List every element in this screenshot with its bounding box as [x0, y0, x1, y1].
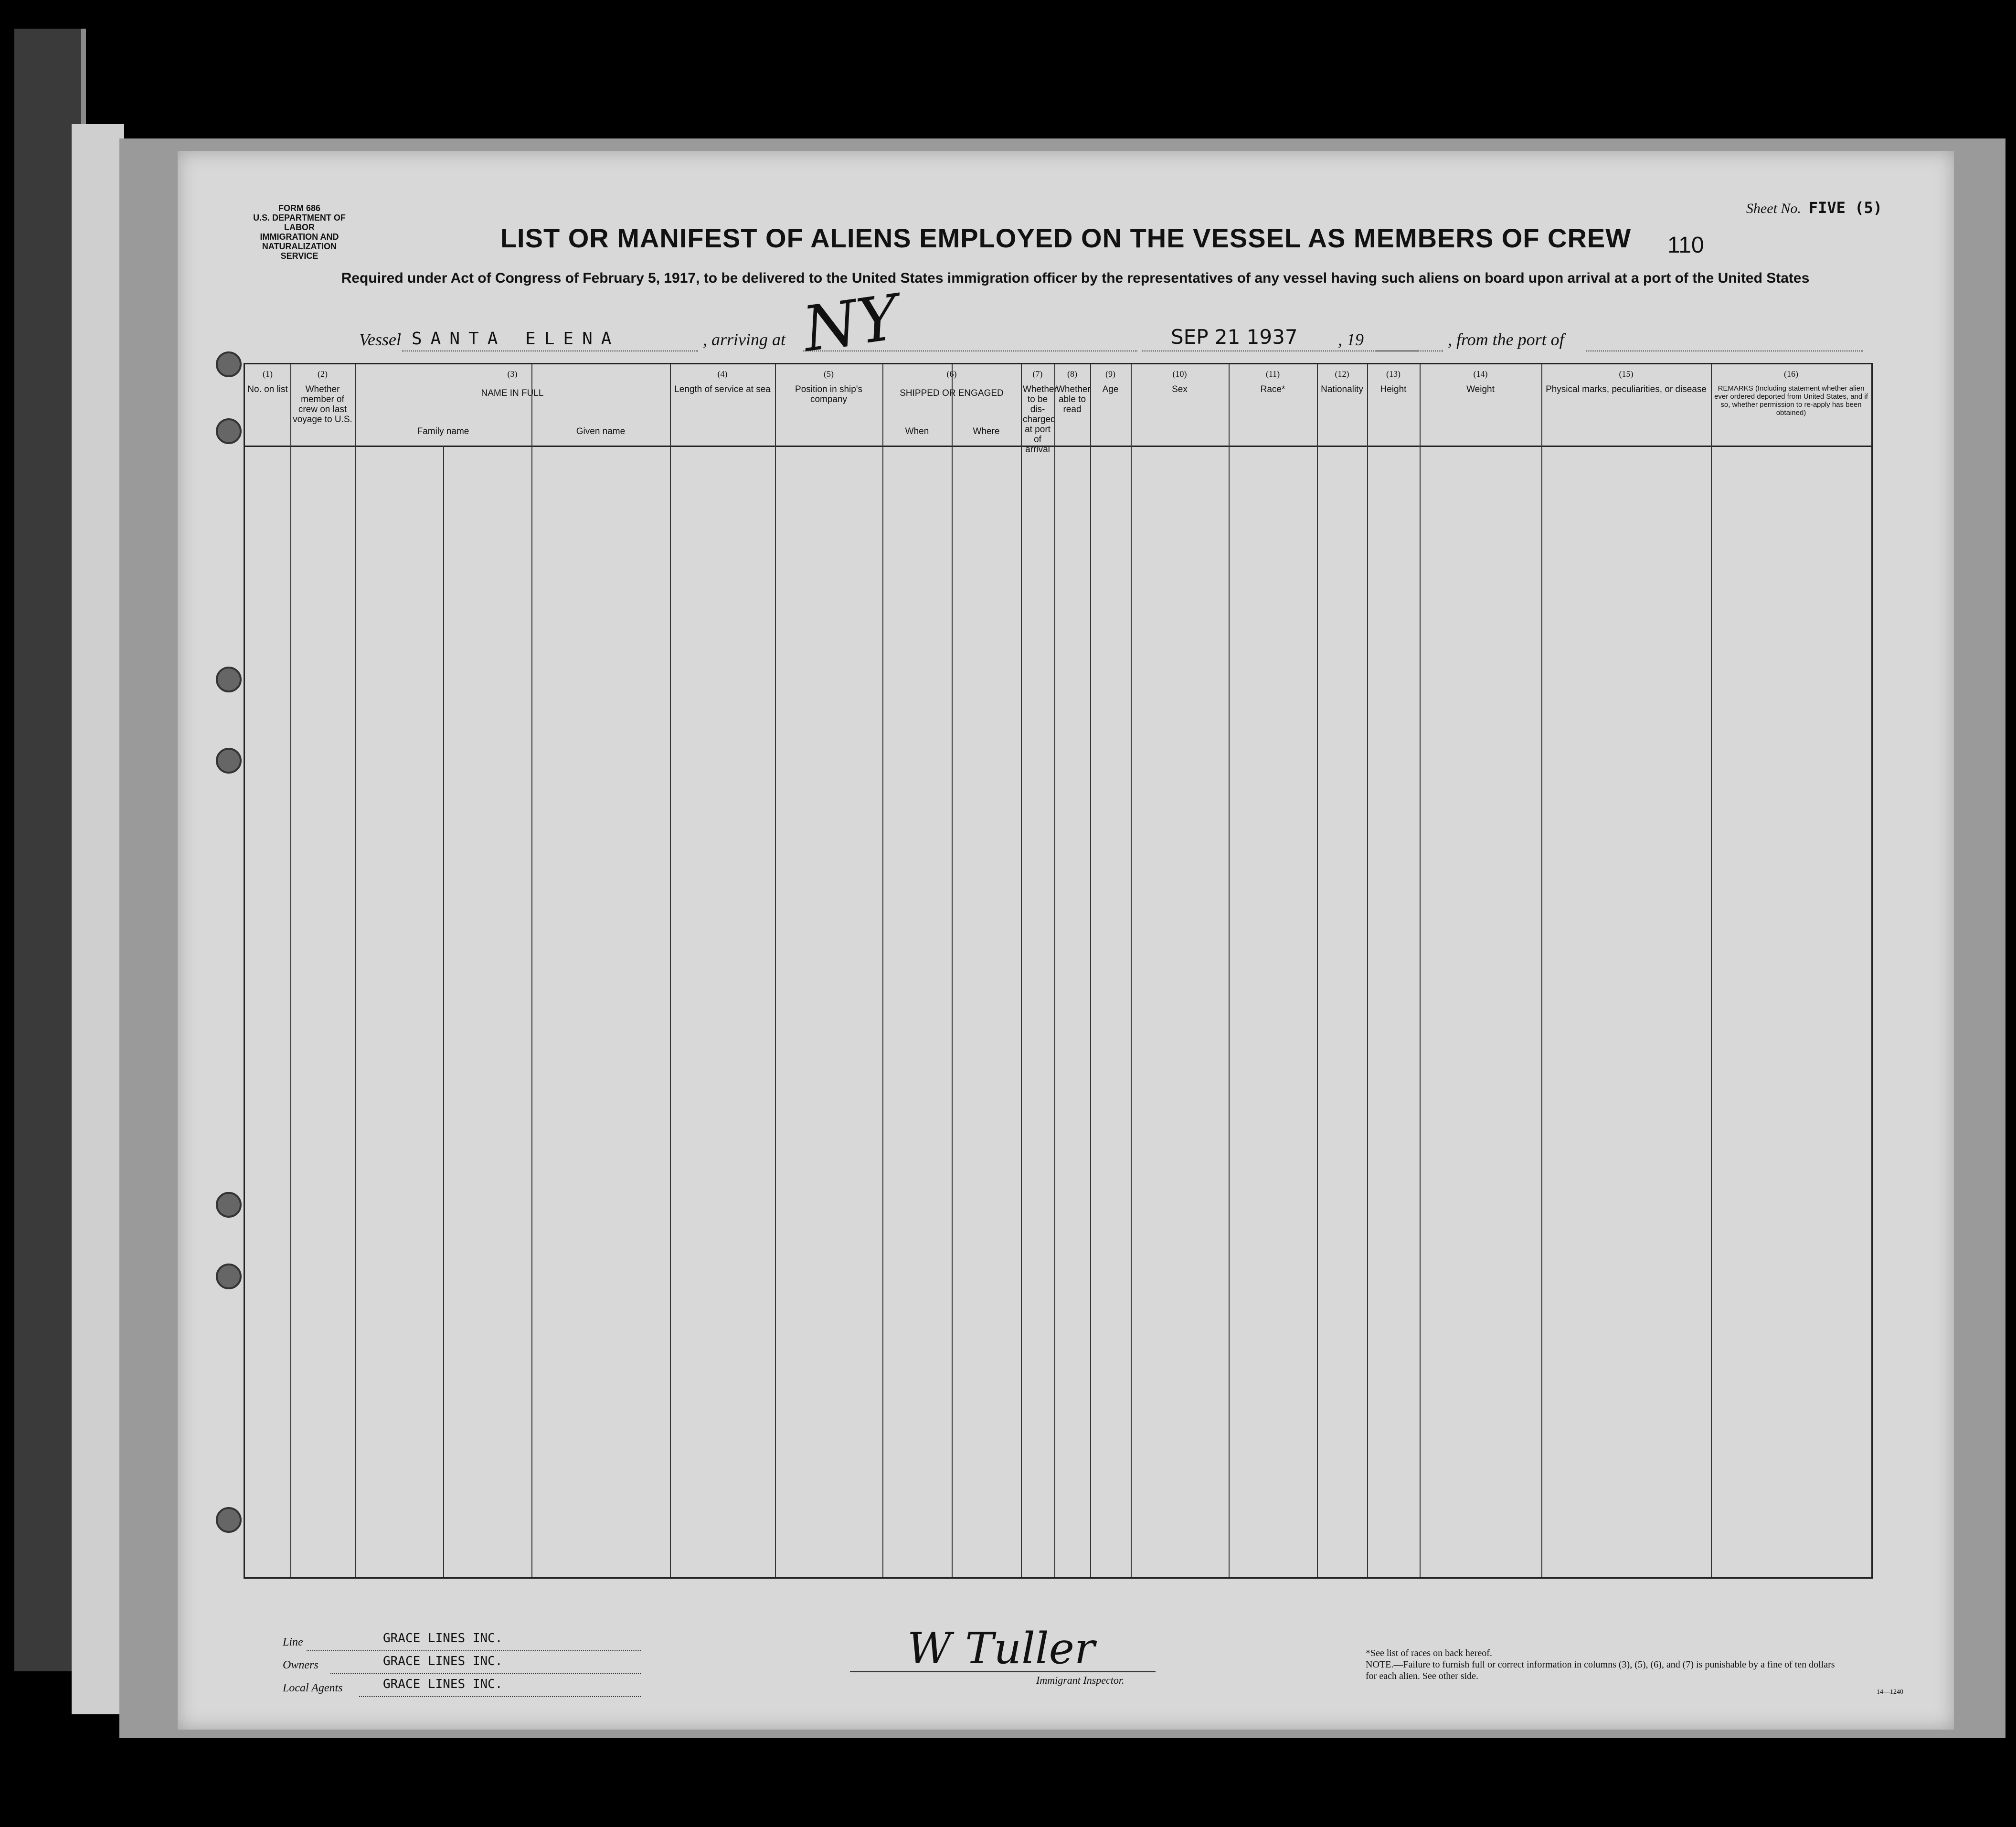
column-divider	[1021, 364, 1022, 1577]
arriving-label: , arriving at	[703, 330, 786, 349]
column-header: Length of service at sea	[674, 384, 771, 394]
column-header: Whether able to read	[1056, 384, 1091, 414]
column-number: (15)	[1619, 369, 1634, 379]
signature-line	[850, 1671, 1156, 1672]
column-number: (11)	[1265, 369, 1280, 379]
binder-hole	[216, 1192, 242, 1218]
column-header: Position in ship's company	[795, 384, 862, 404]
column-divider	[775, 364, 776, 1577]
owners-value: GRACE LINES INC.	[383, 1654, 503, 1668]
column-divider	[1131, 364, 1132, 1577]
column-number: (10)	[1172, 369, 1187, 379]
column-header: Weight	[1466, 384, 1495, 394]
column-number: (4)	[717, 369, 728, 379]
column-number: (12)	[1335, 369, 1349, 379]
binder-hole	[216, 1507, 242, 1533]
page-subtitle: Required under Act of Congress of February 5, 1917, to be delivered to the United States immigration officer by the representatives of any vessel having such aliens on board upon arrival at a port of the United States	[341, 270, 1810, 286]
column-number: (13)	[1386, 369, 1401, 379]
shipped-subdivider	[952, 364, 953, 1577]
column-divider	[1090, 364, 1091, 1577]
column-header: Sex	[1172, 384, 1188, 394]
column-subheader: Where	[973, 426, 1000, 436]
form-identifier: FORM 686 U.S. DEPARTMENT OF LABOR IMMIGRATION AND NATURALIZATION SERVICE	[253, 203, 346, 261]
column-divider	[355, 364, 356, 1577]
owners-label: Owners	[283, 1659, 318, 1671]
vessel-line	[359, 323, 1863, 351]
date-stamp: SEP 21 1937	[1171, 325, 1298, 349]
binder-hole	[216, 667, 242, 692]
column-divider	[670, 364, 671, 1577]
table-body	[245, 446, 1871, 1577]
vessel-label: Vessel	[359, 330, 401, 349]
line-value: GRACE LINES INC.	[383, 1631, 503, 1646]
form-number: 14—1240	[1877, 1689, 1903, 1696]
sheet-number-label: Sheet No.	[1746, 201, 1801, 216]
manifest-sheet	[178, 151, 1954, 1730]
column-header: Height	[1380, 384, 1407, 394]
name-subdivider	[443, 446, 444, 1577]
binder-hole	[216, 418, 242, 444]
column-header: Whether to be dis-charged at port of arrival	[1023, 384, 1057, 455]
column-divider	[1054, 364, 1055, 1577]
column-divider	[882, 364, 883, 1577]
page-number: 110	[1667, 233, 1704, 258]
arrival-port-handwriting: NY	[798, 280, 903, 366]
races-note	[1366, 1647, 1848, 1682]
column-number: (16)	[1784, 369, 1798, 379]
from-port-label: , from the port of	[1448, 330, 1564, 349]
penalty-note: NOTE.—Failure to furnish full or correct information in columns (3), (5), (6), and (7) is punishable by a fine of ten dollars for each alien. See other side.	[1366, 1659, 1835, 1681]
column-divider	[1711, 364, 1712, 1577]
agents-value: GRACE LINES INC.	[383, 1677, 503, 1691]
column-divider	[1541, 364, 1542, 1577]
column-number: (6)	[946, 369, 957, 379]
column-header: Nationality	[1321, 384, 1363, 394]
column-number: (5)	[824, 369, 834, 379]
inspector-signature: W Tuller	[907, 1624, 1095, 1674]
binder-hole	[216, 748, 242, 774]
line-label: Line	[283, 1636, 303, 1648]
sheet-number	[1746, 199, 1882, 217]
column-divider	[1229, 364, 1230, 1577]
year-label: , 19	[1338, 330, 1364, 349]
column-header: NAME IN FULL	[481, 388, 544, 398]
column-subheader: When	[905, 426, 929, 436]
binder-hole	[216, 351, 242, 377]
column-number: (9)	[1105, 369, 1115, 379]
column-divider	[1420, 364, 1421, 1577]
column-header: Race*	[1260, 384, 1285, 394]
column-divider	[1367, 364, 1368, 1577]
column-number: (3)	[507, 369, 518, 379]
sheet-number-value: FIVE (5)	[1808, 199, 1882, 217]
column-divider	[531, 364, 532, 1577]
page-title: LIST OR MANIFEST OF ALIENS EMPLOYED ON THE VESSEL AS MEMBERS OF CREW	[500, 223, 1632, 253]
column-header: Physical marks, peculiarities, or disease	[1546, 384, 1707, 394]
underlying-page-strip	[72, 124, 124, 1714]
column-subheader: Given name	[576, 426, 626, 436]
column-number: (1)	[263, 369, 273, 379]
column-header: SHIPPED OR ENGAGED	[900, 388, 1004, 398]
column-divider	[1317, 364, 1318, 1577]
column-number: (14)	[1473, 369, 1488, 379]
column-header: Age	[1102, 384, 1119, 394]
inspector-label: Immigrant Inspector.	[1036, 1674, 1125, 1686]
vessel-name: SANTA ELENA	[412, 329, 620, 349]
column-number: (2)	[318, 369, 328, 379]
races-note-line: *See list of races on back hereof.	[1366, 1648, 1492, 1658]
column-header: No. on list	[247, 384, 288, 394]
column-divider	[290, 364, 291, 1577]
agents-label: Local Agents	[283, 1682, 343, 1694]
binder-hole	[216, 1264, 242, 1289]
crew-manifest-table	[244, 363, 1873, 1579]
column-header: REMARKS (Including statement whether alien ever ordered deported from United States, and if so, whether permission to re-apply has been obtained)	[1714, 384, 1868, 417]
column-subheader: Family name	[417, 426, 469, 436]
column-number: (7)	[1032, 369, 1043, 379]
column-number: (8)	[1067, 369, 1077, 379]
column-header: Whether member of crew on last voyage to U.S.	[293, 384, 352, 425]
table-header	[245, 364, 1871, 455]
